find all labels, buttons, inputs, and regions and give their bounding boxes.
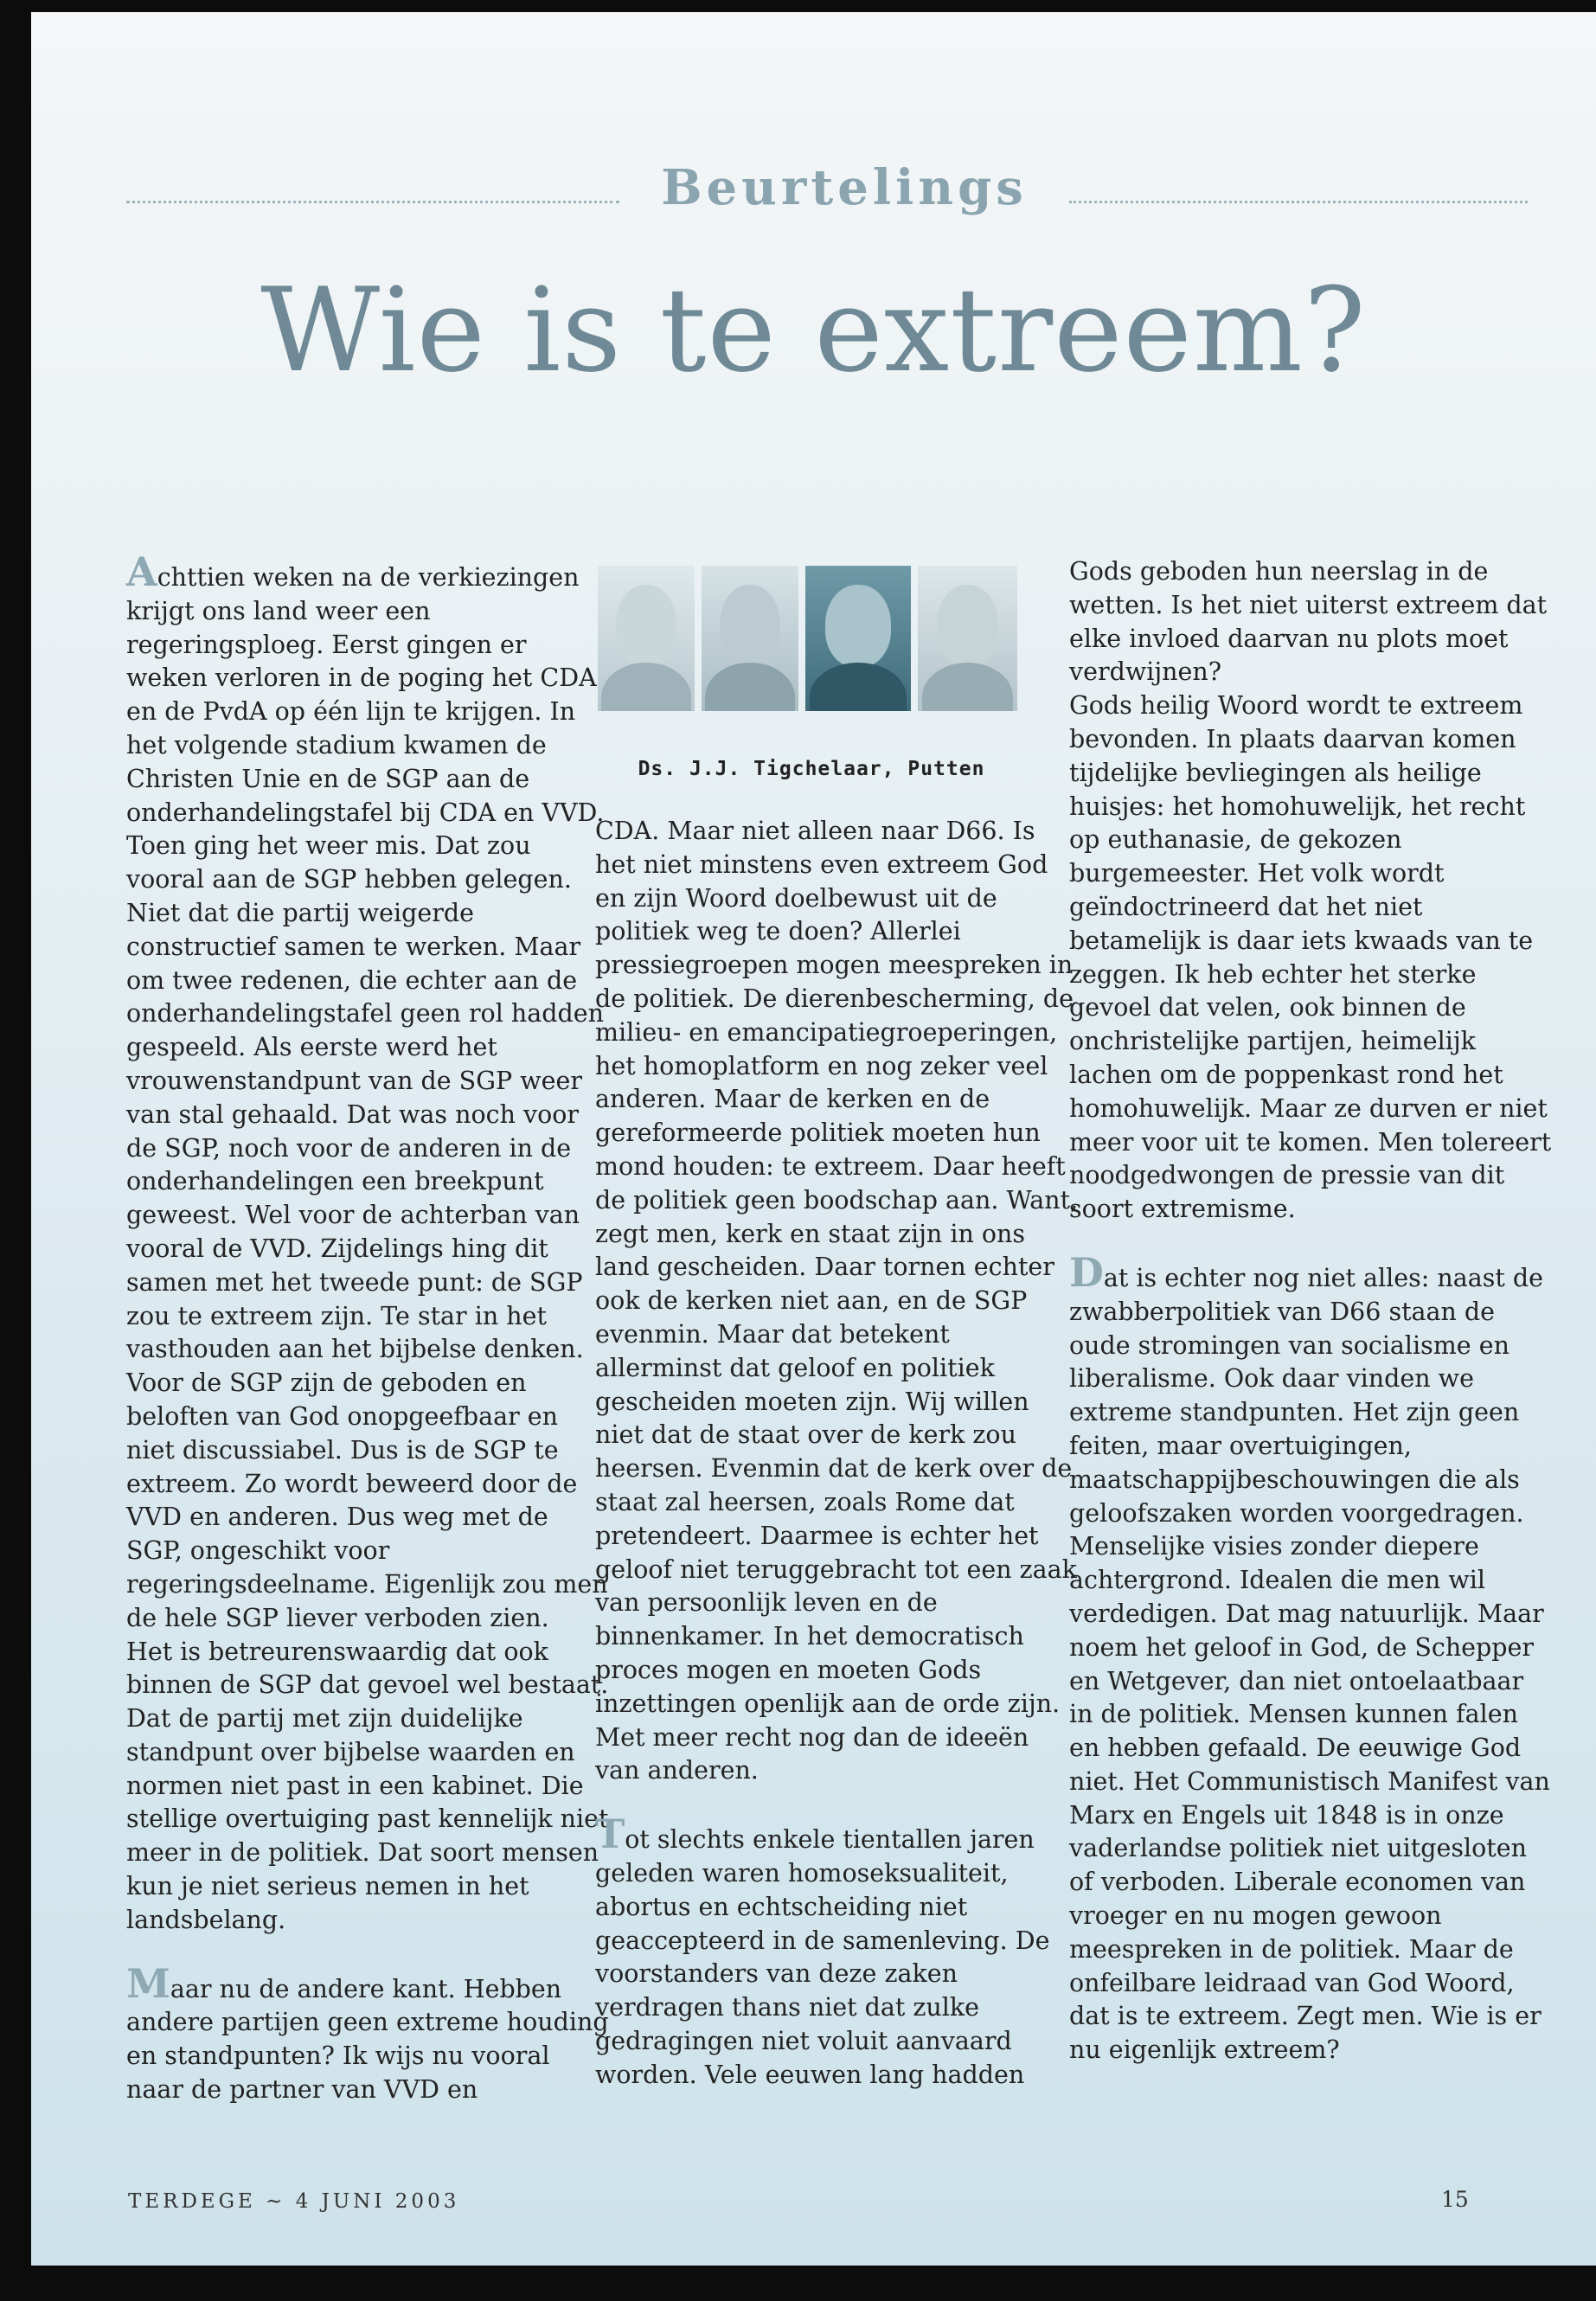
paragraph: [126, 548, 611, 1636]
paragraph: [126, 1636, 611, 1938]
drop-cap: T: [595, 1811, 625, 1858]
page-number: 15: [1441, 2187, 1469, 2212]
author-photo-strip: [598, 566, 1017, 711]
paragraph-text: Gods heilig Woord wordt te extreem bevonden. In plaats daarvan komen tijdelijke bevliegingen als heilige huisjes: het homohuwelijk, het recht op euthanasie, de gekozen burgemeester. Het volk wordt geïndoctrineerd dat het niet betamelijk is daar iets kwaads van te zeggen. Ik heb echter het sterke gevoel dat velen, ook binnen de onchristelijke partijen, heimelijk lachen om de poppenkast rond het homohuwelijk. Maar ze durven er niet meer voor uit te komen. Men tolereert noodgedwongen de pressie van dit soort extremisme.: [1069, 691, 1552, 1224]
paragraph: [595, 1811, 1080, 2092]
paragraph: [1069, 1248, 1554, 2067]
article-headline: Wie is te extreem?: [260, 263, 1367, 398]
paragraph-text: at is echter nog niet alles: naast de zwabberpolitiek van D66 staan de oude stromingen van socialisme en liberalisme. Ook daar vinden we extreme standpunten. Het zijn geen feiten, maar overtuigingen, maatschappijbeschouwingen die als geloofszaken worden voorgedragen. Menselijke visies zonder diepere achtergrond. Idealen die men wil verdedigen. Dat mag natuurlijk. Maar noem het geloof in God, de Schepper en Wetgever, dan niet ontoelaatbaar in de politiek. Mensen kunnen falen en hebben gefaald. De eeuwige God niet. Het Communistisch Manifest van Marx en Engels uit 1848 is in onze vaderlandse politiek niet uitgesloten of verboden. Liberale economen van vroeger en nu mogen gewoon meespreken in de politiek. Maar de onfeilbare leidraad van God Woord, dat is te extreem. Zegt men. Wie is er nu eigenlijk extreem?: [1069, 1263, 1550, 2065]
paragraph-text: aar nu de andere kant. Hebben andere partijen geen extreme houding en standpunten? Ik wijs nu vooral naar de partner van VVD en: [126, 1974, 609, 2105]
paragraph-text: Het is betreurenswaardig dat ook binnen de SGP dat gevoel wel bestaat. Dat de partij met zijn duidelijke standpunt over bijbelse waarden en normen niet past in een kabinet. Die stellige overtuiging past kennelijk niet meer in de politiek. Dat soort mensen kun je niet serieus nemen in het landsbelang.: [126, 1637, 609, 1934]
dotted-rule-left: [126, 201, 619, 203]
section-header: [126, 159, 1528, 246]
paragraph-text: ot slechts enkele tientallen jaren geleden waren homoseksualiteit, abortus en echtscheiding niet geaccepteerd in de samenleving. De voorstanders van deze zaken verdragen thans niet dat zulke gedragingen niet voluit aanvaard worden. Vele eeuwen lang hadden: [595, 1825, 1050, 2089]
drop-cap: M: [126, 1959, 170, 2007]
paragraph-text: chttien weken na de verkiezingen krijgt ons land weer een regeringsploeg. Eerst gingen er weken verloren in de poging het CDA en de PvdA op één lijn te krijgen. In het volgende stadium kwamen de Christen Unie en de SGP aan de onderhandelingstafel bij CDA en VVD. Toen ging het weer mis. Dat zou vooral aan de SGP hebben gelegen. Niet dat die partij weigerde constructief samen te werken. Maar om twee redenen, die echter aan de onderhandelingstafel geen rol hadden gespeeld. Als eerste werd het vrouwenstandpunt van de SGP weer van stal gehaald. Dat was noch voor de SGP, noch voor de anderen in de onderhandelingen een breekpunt geweest. Wel voor de achterban van vooral de VVD. Zijdelings hing dit samen met het tweede punt: de SGP zou te extreem zijn. Te star in het vasthouden aan het bijbelse denken. Voor de SGP zijn de geboden en beloften van God onopgeefbaar en niet discussiabel. Dus is de SGP te extreem. Zo wordt beweerd door de VVD en anderen. Dus weg met de SGP, ongeschikt voor regeringsdeelname. Eigenlijk zou men de hele SGP liever verboden zien.: [126, 563, 608, 1632]
portrait-photo: [918, 566, 1017, 711]
paragraph: [126, 1959, 611, 2107]
portrait-photo: [598, 566, 695, 711]
section-kicker: Beurtelings: [661, 159, 1028, 216]
paragraph: [595, 815, 1080, 1788]
paragraph: [1069, 555, 1554, 689]
paragraph: [1069, 689, 1554, 1227]
drop-cap: A: [126, 548, 157, 595]
author-byline: Ds. J.J. Tigchelaar, Putten: [638, 758, 985, 780]
portrait-photo: [702, 566, 798, 711]
article-column-3: [1069, 555, 1554, 2067]
magazine-page: [31, 12, 1596, 2266]
portrait-photo-highlighted: [805, 566, 911, 711]
article-column-1: [126, 548, 611, 2107]
paragraph-text: Gods geboden hun neerslag in de wetten. Is het niet uiterst extreem dat elke invloed daarvan nu plots moet verdwijnen?: [1069, 557, 1548, 687]
drop-cap: D: [1069, 1248, 1104, 1296]
dotted-rule-right: [1069, 201, 1528, 203]
publication-footer: TERDEGE ~ 4 JUNI 2003: [128, 2190, 460, 2213]
paragraph-text: CDA. Maar niet alleen naar D66. Is het niet minstens even extreem God en zijn Woord doelbewust uit de politiek weg te doen? Allerlei pressiegroepen mogen meespreken in de politiek. De dierenbescherming, de milieu- en emancipatiegroeperingen, het homoplatform en nog zeker veel anderen. Maar de kerken en de gereformeerde politiek moeten hun mond houden: te extreem. Daar heeft de politiek geen boodschap aan. Want, zegt men, kerk en staat zijn in ons land gescheiden. Daar tornen echter ook de kerken niet aan, en de SGP evenmin. Maar dat betekent allerminst dat geloof en politiek gescheiden moeten zijn. Wij willen niet dat de staat over de kerk zou heersen. Evenmin dat de kerk over de staat zal heersen, zoals Rome dat pretendeert. Daarmee is echter het geloof niet teruggebracht tot een zaak van persoonlijk leven en de binnenkamer. In het democratisch proces mogen en moeten Gods inzettingen openlijk aan de orde zijn. Met meer recht nog dan de ideeën van anderen.: [595, 817, 1079, 1785]
article-column-2: [595, 815, 1080, 2092]
